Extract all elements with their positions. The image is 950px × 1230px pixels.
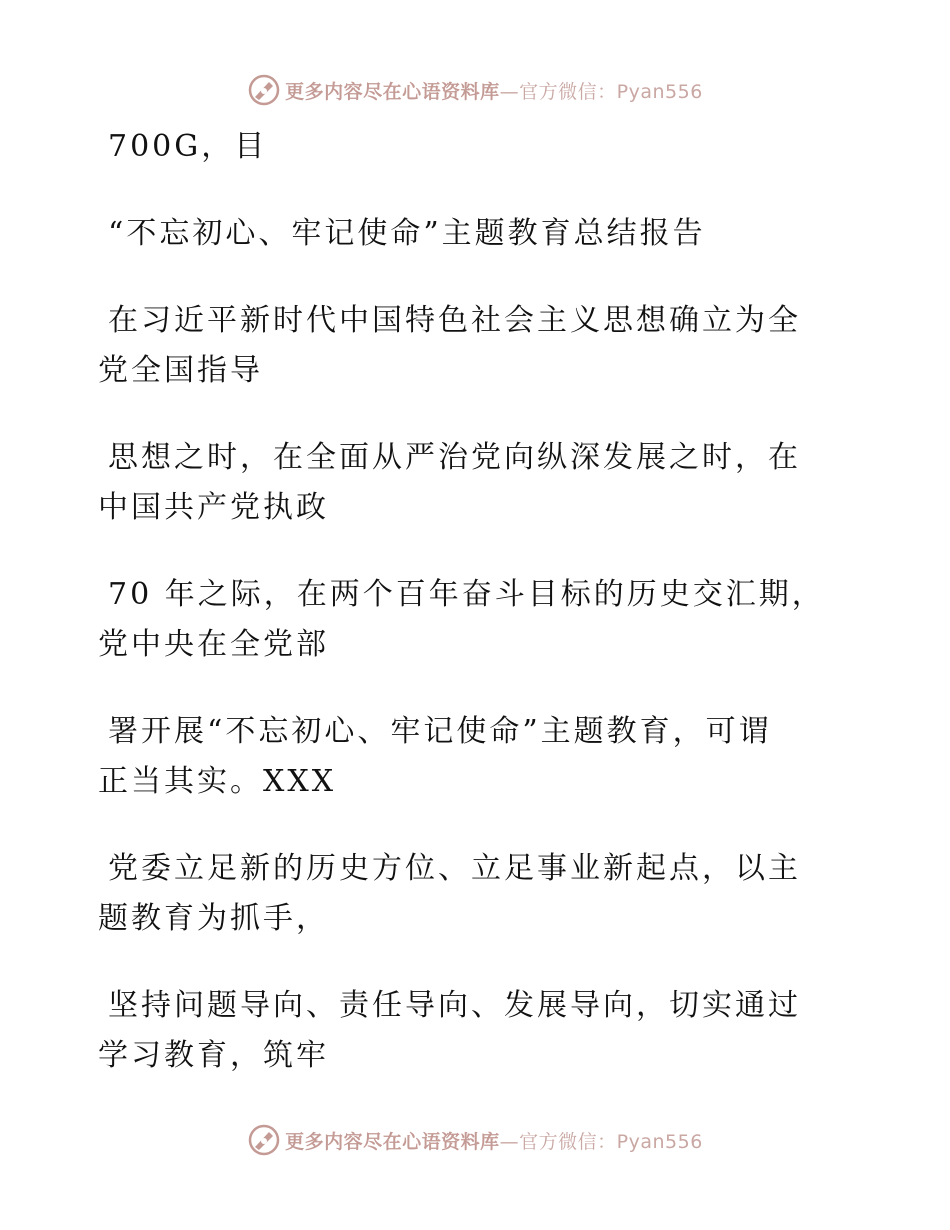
text-line: 700G，目 — [108, 129, 268, 164]
text-line: 中国共产党执政 — [98, 490, 329, 525]
pen-nib-circle-icon — [247, 1123, 281, 1157]
text-line: 思想之时，在全面从严治党向纵深发展之时，在 — [108, 440, 801, 475]
text-line: 正当其实。XXX — [98, 764, 337, 799]
watermark-footer — [0, 1120, 950, 1160]
text-line: 党中央在全党部 — [98, 627, 329, 662]
document-body — [98, 122, 838, 1081]
text-line: 题教育为抓手， — [98, 901, 329, 936]
watermark-text: 更多内容尽在心语资料库—官方微信：Pyan556 — [285, 80, 703, 103]
text-line: 坚持问题导向、责任导向、发展导向，切实通过 — [108, 988, 801, 1023]
text-line: 在习近平新时代中国特色社会主义思想确立为全 — [108, 303, 801, 338]
watermark-text: 更多内容尽在心语资料库—官方微信：Pyan556 — [285, 1130, 703, 1153]
text-line: 70 年之际，在两个百年奋斗目标的历史交汇期， — [108, 577, 825, 612]
watermark-header — [0, 70, 950, 110]
text-line: 党委立足新的历史方位、立足事业新起点，以主 — [108, 851, 801, 886]
text-line: 学习教育，筑牢 — [98, 1038, 329, 1073]
pen-nib-circle-icon — [247, 73, 281, 107]
text-line: 署开展“不忘初心、牢记使命”主题教育，可谓 — [108, 714, 772, 749]
document-title: “不忘初心、牢记使命”主题教育总结报告 — [108, 216, 706, 251]
text-line: 党全国指导 — [98, 353, 263, 388]
